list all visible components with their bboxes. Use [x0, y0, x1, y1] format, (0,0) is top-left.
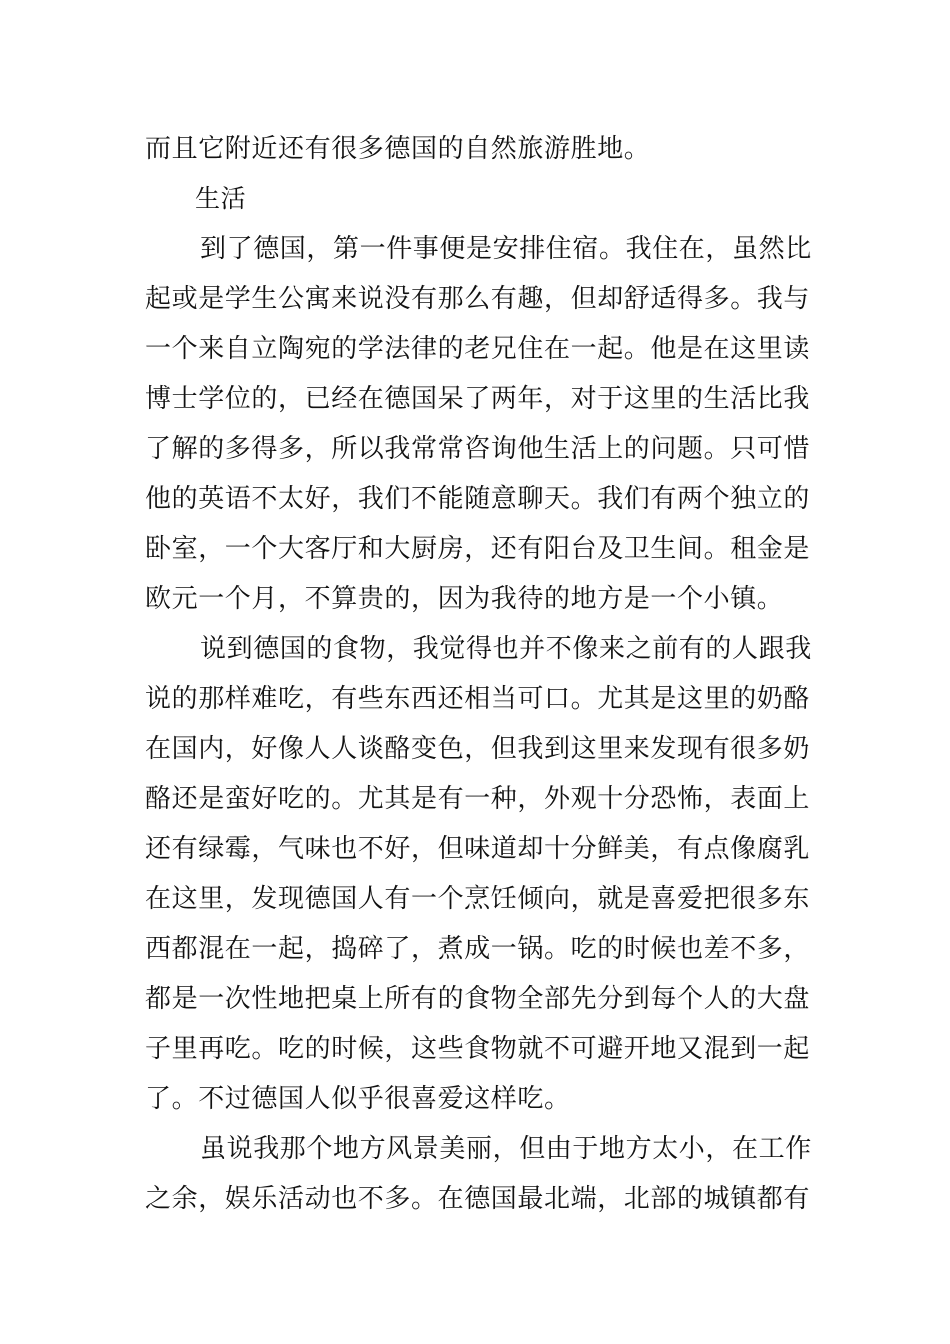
text-line: 博士学位的，已经在德国呆了两年，对于这里的生活比我 [145, 384, 811, 414]
text-line: 还有绿霉，气味也不好，但味道却十分鲜美，有点像腐乳 [145, 834, 811, 864]
text-line: 子里再吃。吃的时候，这些食物就不可避开地又混到一起 [145, 1034, 811, 1064]
text-line: 之余，娱乐活动也不多。在德国最北端，北部的城镇都有 [145, 1184, 811, 1214]
text-line: 起或是学生公寓来说没有那么有趣，但却舒适得多。我与 [145, 284, 811, 314]
text-line: 说到德国的食物，我觉得也并不像来之前有的人跟我 [200, 634, 812, 664]
text-line: 在这里，发现德国人有一个烹饪倾向，就是喜爱把很多东 [145, 884, 811, 914]
text-line: 说的那样难吃，有些东西还相当可口。尤其是这里的奶酪 [145, 684, 811, 714]
section-heading: 生活 [195, 184, 247, 213]
text-line: 卧室，一个大客厅和大厨房，还有阳台及卫生间。租金是 [145, 534, 811, 564]
text-line: 而且它附近还有很多德国的自然旅游胜地。 [145, 134, 651, 164]
text-line: 酪还是蛮好吃的。尤其是有一种，外观十分恐怖，表面上 [145, 784, 811, 814]
text-line: 一个来自立陶宛的学法律的老兄住在一起。他是在这里读 [145, 334, 811, 364]
text-line: 到了德国，第一件事便是安排住宿。我住在，虽然比 [200, 234, 812, 264]
text-line: 都是一次性地把桌上所有的食物全部先分到每个人的大盘 [145, 984, 811, 1014]
text-line: 在国内，好像人人谈酪变色，但我到这里来发现有很多奶 [145, 734, 811, 764]
text-line: 了。不过德国人似乎很喜爱这样吃。 [145, 1084, 571, 1114]
text-line: 他的英语不太好，我们不能随意聊天。我们有两个独立的 [145, 484, 811, 514]
text-line: 了解的多得多，所以我常常咨询他生活上的问题。只可惜 [145, 434, 811, 464]
text-line: 欧元一个月，不算贵的，因为我待的地方是一个小镇。 [145, 584, 784, 614]
text-line: 西都混在一起，捣碎了，煮成一锅。吃的时候也差不多， [145, 934, 811, 964]
text-line: 虽说我那个地方风景美丽，但由于地方太小，在工作 [200, 1134, 812, 1164]
